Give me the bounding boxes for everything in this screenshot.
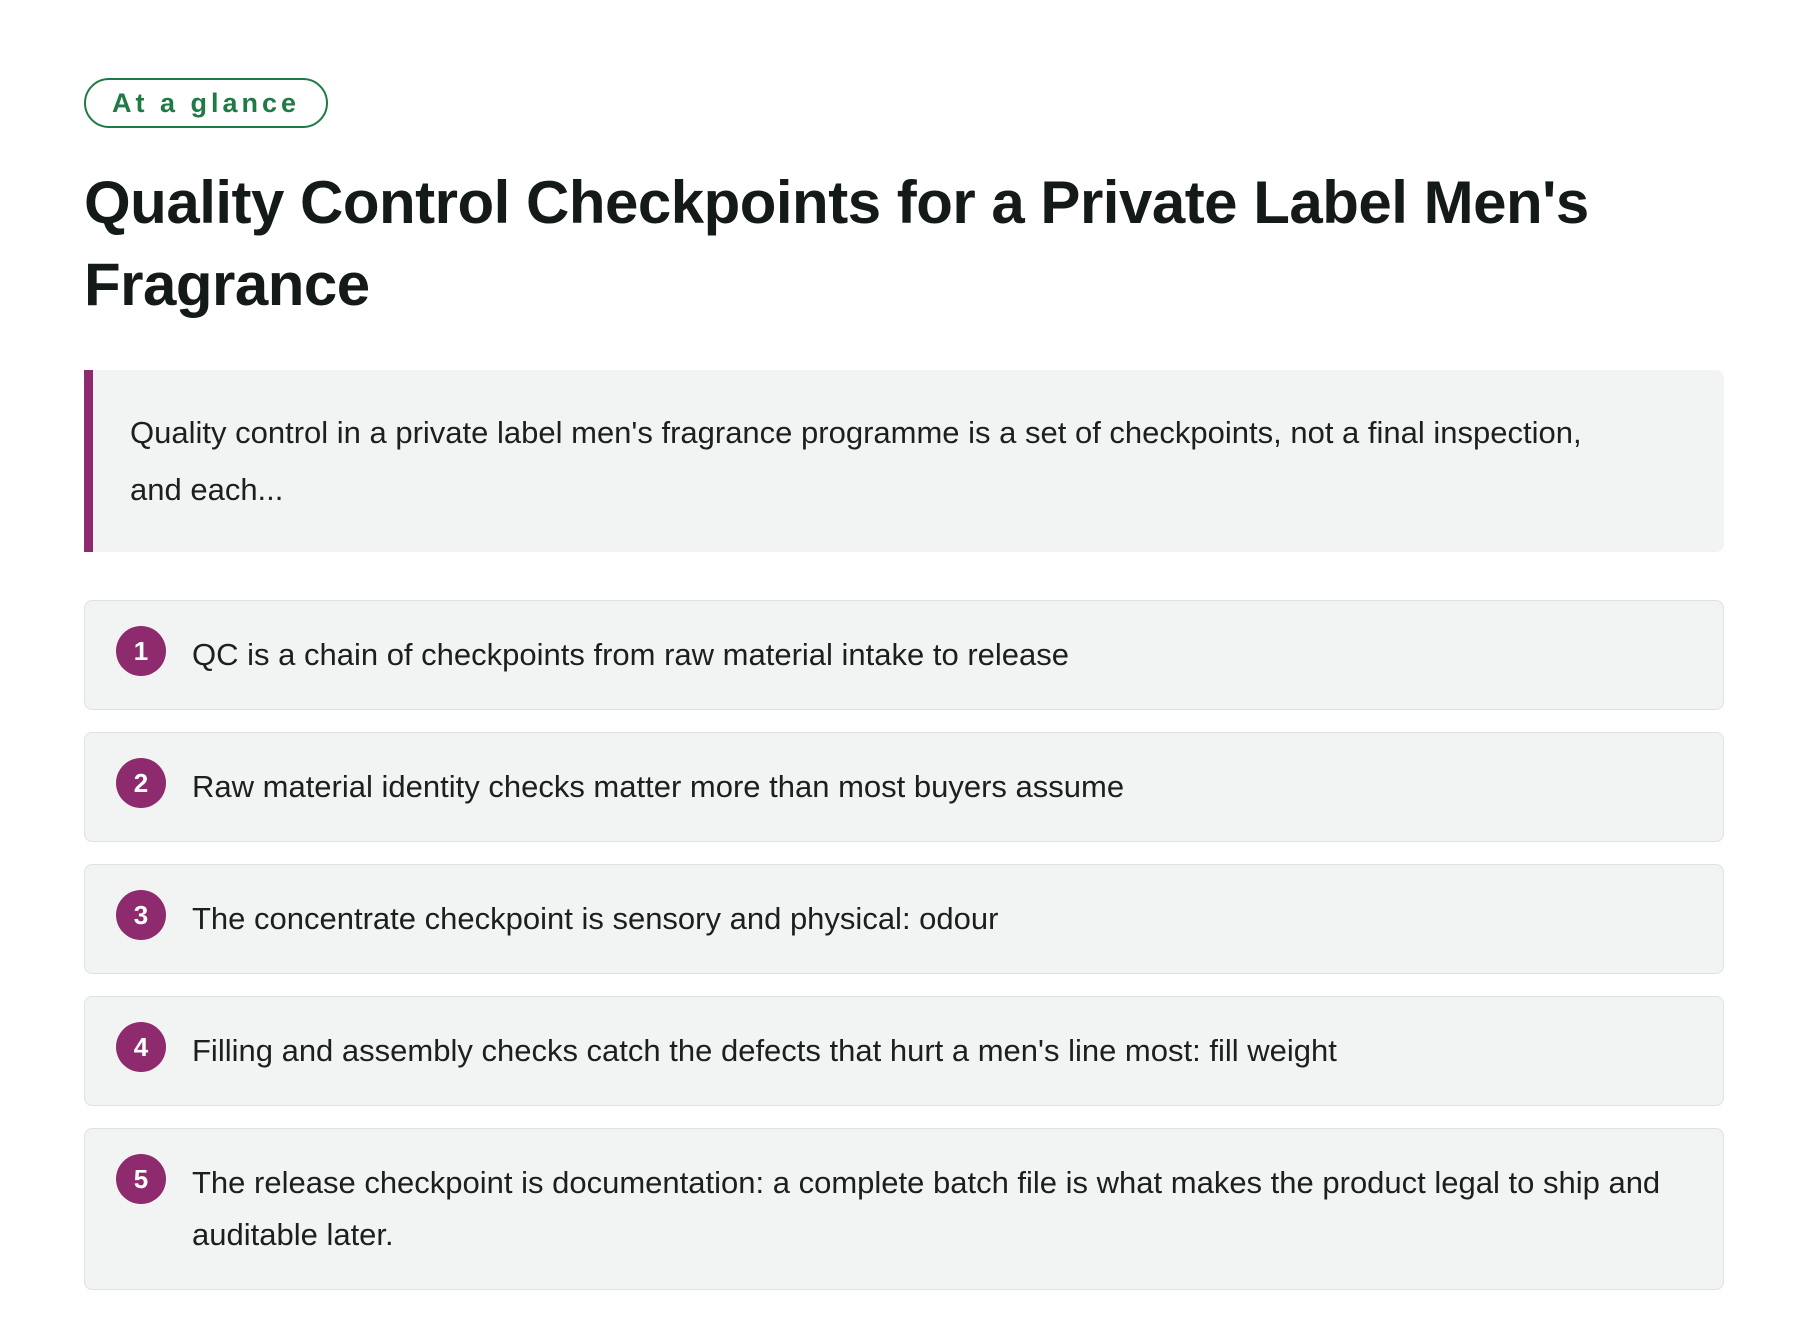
number-badge: 1 (116, 626, 166, 676)
key-points-list (84, 600, 1724, 1290)
list-item-text: QC is a chain of checkpoints from raw material intake to release (192, 637, 1069, 672)
list-item-text: The release checkpoint is documentation: a complete batch file is what makes the product legal to ship and auditable later. (192, 1165, 1661, 1252)
list-item (84, 864, 1724, 974)
list-item-text: The concentrate checkpoint is sensory and physical: odour (192, 901, 999, 936)
list-item-text: Raw material identity checks matter more than most buyers assume (192, 769, 1125, 804)
summary-callout: Quality control in a private label men's fragrance programme is a set of checkpoints, not a final inspection, and each... (84, 370, 1724, 552)
at-a-glance-badge: At a glance (84, 78, 328, 128)
number-badge: 5 (116, 1154, 166, 1204)
number-badge: 4 (116, 1022, 166, 1072)
list-item (84, 996, 1724, 1106)
list-item (84, 1128, 1724, 1290)
list-item (84, 732, 1724, 842)
number-badge: 2 (116, 758, 166, 808)
list-item (84, 600, 1724, 710)
page-title: Quality Control Checkpoints for a Private Label Men's Fragrance (84, 169, 1589, 318)
number-badge: 3 (116, 890, 166, 940)
list-item-text: Filling and assembly checks catch the defects that hurt a men's line most: fill weight (192, 1033, 1337, 1068)
